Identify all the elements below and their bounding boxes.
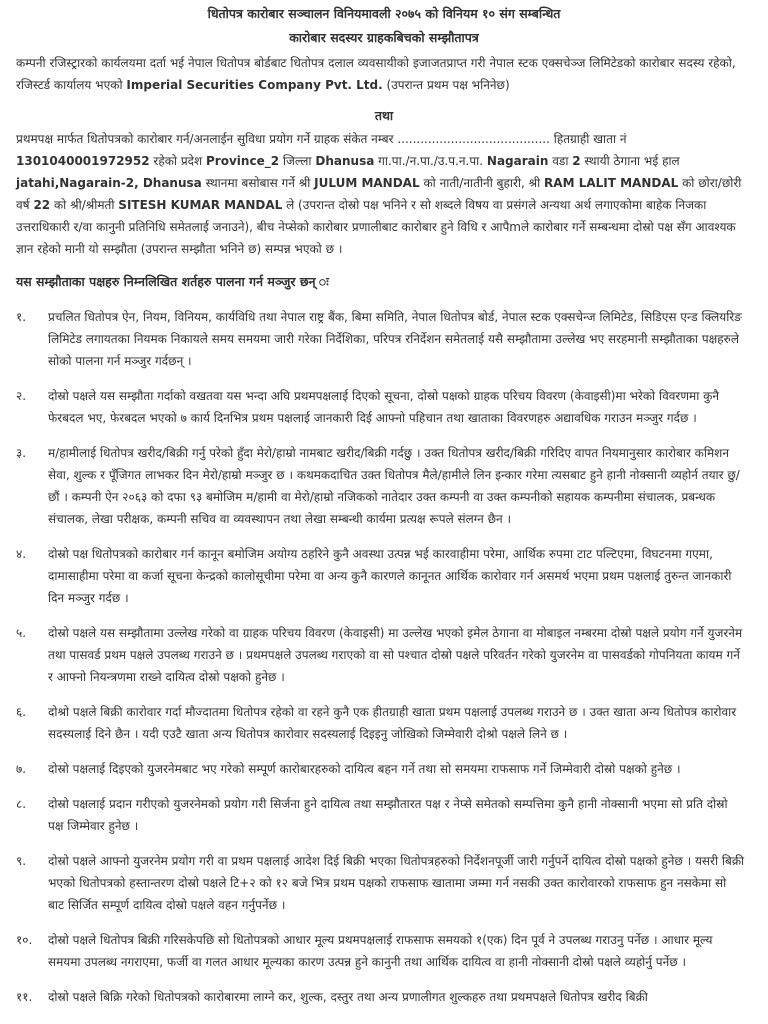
current-address: jatahi,Nagarain-2, Dhanusa [16, 176, 202, 190]
clause-text: दोश्रो पक्षले बिक्री कारोवार गर्दा मौज्दातमा धितोपत्र रहेको वा रहने कुनै एक हीतग्राही खाता प्रथम पक्षलाई उपलब्ध गराउने छ । उक्त खाता अन्य धितोपत्र कारोवार सदस्यलाई दिने छैन । यदी एउटै खाता अन्य धितोपत्र कारोवार सदस्यलाई दिइइनु जोखिको जिम्मेवारी दोश्रो पक्षले लिने छ । [48, 705, 737, 741]
second-party-text: ले (उपरान्त दोस्रो पक्ष भनिने र सो शब्दले विषय वा प्रसंगले अन्यथा अर्थ लगाएकोमा बाहेक निजका उत्तराधिकारी र/वा कानुनी प्रतिनिधि समेतलाई जनाउने), बीच नेप्सेको कारोबार प्रणालीबाट कारोबार हुने विधि र आपैmले कारोबार गर्ने सम्बन्धमा दोस्रो पक्ष सँग आवश्यक ज्ञान रहेको मानी यो सम्झौता (उपरान्त सम्झौता भनिने छ) सम्पन्न भएको छ । [16, 198, 736, 256]
beneficiary-account-number: 1301040001972952 [16, 154, 150, 168]
second-party-text: स्थायी ठेगाना भई हाल [580, 154, 680, 168]
clause-8 [16, 793, 752, 837]
municipality: Nagarain [486, 154, 549, 168]
document-subtitle: कारोबार सदस्यर ग्राहकबिचको सम्झौतापत्र [289, 30, 479, 45]
terms-heading: यस सम्झौताका पक्षहरु निम्नलिखित शर्तहरु पालना गर्न मञ्जुर छन् ः [16, 274, 329, 289]
second-party-text: स्थानमा बसोबास गर्ने श्री [201, 176, 315, 190]
clause-2 [16, 385, 752, 429]
province: Province_2 [206, 154, 280, 168]
clause-number: १. [16, 310, 27, 324]
clause-text: दोस्रो पक्षले यस सम्झौतामा उल्लेख गरेको वा ग्राहक परिचय विवरण (केवाइसी) मा उल्लेख भएको इमेल ठेगाना वा मोबाइल नम्बरमा दोस्रो पक्षले प्रयोग गर्ने युजरनेम तथा पासवर्ड प्रथम पक्षले उपलब्ध गराउने छ । प्रथमपक्षले उपलब्ध गराएको वा सो पश्चात दोस्रो पक्षले परिवर्तन गरेको युजरनेम वा पासवर्डको गोपनियता कायम गर्ने र आफ्नो नियन्त्रणमा राख्ने दायित्व दोस्रो पक्षको हुनेछ । [48, 626, 743, 684]
second-party-text: को श्री/श्रीमती [50, 198, 119, 212]
clause-1 [16, 306, 752, 372]
clause-text: म/हामीलाई धितोपत्र खरीद/बिक्री गर्नु परेको हुँदा मेरो/हाम्रो नामबाट खरीद/बिक्री गर्दछु । उक्त धितोपत्र खरीद/बिक्री गरिदिए वापत नियमानुसार कारोबार कमिशन सेवा, शुल्क र पूँजिगत लाभकर दिन मेरो/हाम्रो मञ्जुर छ । कथमकदाचित उक्त धितोपत्र मैले/हामीले लिन इन्कार गरेमा त्यसबाट हुने हानी नोक्सानी व्यहोर्न तयार छु/छौं । कम्पनी ऐन २०६३ को दफा ९३ बमोजिम म/हामी वा मेरो/हाम्रो नजिकको नातेदार उक्त कम्पनी वा उक्त कम्पनीको सहायक कम्पनीमा संचालक, प्रबन्धक संचालक, लेखा परीक्षक, कम्पनी सचिव वा व्यवस्थापन तथा लेखा सम्बन्धी कार्यमा प्रत्यक्ष रूपले संलग्न छैन । [48, 446, 740, 526]
clause-number: ७. [16, 762, 27, 776]
client-age: 22 [33, 198, 51, 212]
second-party-text: वडा [548, 154, 573, 168]
clause-text: दोस्रो पक्षले बिक्रि गरेको धितोपत्रको कारोबारमा लाग्ने कर, शुल्क, दस्तुर तथा अन्य प्रणालीगत शुल्कहरु तथा प्रथमपक्षले धितोपत्र खरीद बिक्री [48, 990, 648, 1004]
document-title: धितोपत्र कारोबार सञ्चालन विनियमावली २०७५ को विनियम १० संग सम्बन्धित [207, 6, 561, 21]
second-party-text: गा.पा./न.पा./उ.प.न.पा. [374, 154, 487, 168]
clause-text: दोस्रो पक्षले यस सम्झौता गर्दाको वखतवा यस भन्दा अघि प्रथमपक्षलाई दिएको सूचना, दोस्रो पक्षको ग्राहक परिचय विवरण (केवाइसी)मा भरेको विवरणमा कुनै फेरबदल भए, फेरबदल भएको ७ कार्य दिनभित्र प्रथम पक्षलाई जानकारी दिई आफ्नो पहिचान तथा खाताका विवरणहरु अद्यावधिक गराउन मञ्जुर गर्दछ । [48, 389, 719, 425]
clause-number: २. [16, 389, 27, 403]
clause-5 [16, 622, 752, 688]
second-party-text: को नाती/नातीनी बुहारी, श्री [419, 176, 545, 190]
clause-number: ३. [16, 446, 27, 460]
clause-4 [16, 543, 752, 609]
intro-text-1: कम्पनी रजिस्ट्रारको कार्यलयमा दर्ता भई नेपाल धितोपत्र बोर्डबाट धितोपत्र दलाल व्यवसायीको इजाजतप्राप्त गरी नेपाल स्टक एक्सचेञ्ज लिमिटेडको कारोबार सदस्य रहेको, रजिस्टर्ड कार्यालय भएको [16, 56, 736, 92]
clause-number: ५. [16, 626, 27, 640]
clause-number: ८. [16, 797, 27, 811]
clause-text: दोस्रो पक्षलाई दिइएको युजरनेमबाट भए गरेको सम्पूर्ण कारोबारहरुको दायित्व बहन गर्ने तथा सो समयमा राफसाफ गर्ने जिम्मेवारी दोस्रो पक्षको हुनेछ । [48, 762, 681, 776]
clause-number: १०. [16, 933, 33, 947]
clause-7 [16, 758, 752, 780]
client-name: SITESH KUMAR MANDAL [118, 198, 283, 212]
second-party-text: जिल्ला [279, 154, 316, 168]
second-party-intro [16, 128, 752, 260]
clause-text: दोस्रो पक्षले धितोपत्र बिक्री गरिसकेपछि सो धितोपत्रको आधार मूल्य प्रथमपक्षलाई राफसाफ समयको १(एक) दिन पूर्व ने उपलब्ध गराउनु पर्नेछ । आधार मूल्य समयमा उपलब्ध नगराएमा, फर्जी वा गलत आधार मूल्यका कारण उत्पन्न हुने कानुनी तथा आर्थिक दायित्व वा हानी नोक्सानी दोस्रो पक्षले व्यहोर्नु पर्नेछ । [48, 933, 713, 969]
ward-number: 2 [572, 154, 581, 168]
clause-text: दोस्रो पक्ष धितोपत्रको कारोबार गर्न कानून बमोजिम अयोग्य ठहरिने कुनै अवस्था उत्पन्न भई कारवाहीमा परेमा, आर्थिक रुपमा टाट पल्टिएमा, विघटनमा गएमा, दामासाहीमा परेमा वा कर्जा सूचना केन्द्रको कालोसूचीमा परेमा वा अन्य कुनै कारणले कानूनत आर्थिक कारोवार गर्न असमर्थ भएमा प्रथम पक्षलाई तुरुन्त जानकारी दिन मञ्जुर गर्दछ । [48, 547, 732, 605]
conjunction-heading: तथा [374, 108, 394, 123]
second-party-text: प्रथमपक्ष मार्फत धितोपत्रको कारोबार गर्न/अनलाईन सुविधा प्रयोग गर्ने ग्राहक संकेत नम्बर ........................................ हितग्राही खाता नं [16, 132, 627, 146]
district: Dhanusa [315, 154, 375, 168]
clause-number: ११. [16, 990, 33, 1004]
clause-number: ४. [16, 547, 27, 561]
clause-number: ९. [16, 854, 27, 868]
clause-3 [16, 442, 752, 530]
clause-6 [16, 701, 752, 745]
clause-text: दोस्रो पक्षलाई प्रदान गरीएको युजरनेमको प्रयोग गरी सिर्जना हुने दायित्व तथा सम्झौतारत पक्ष र नेप्से समेतको सम्पत्तिमा कुनै हानी नोक्सानी भएमा सो प्रति दोस्रो पक्ष जिम्मेवार हुनेछ । [48, 797, 728, 833]
clause-11 [16, 986, 752, 1008]
company-name: Imperial Securities Company Pvt. Ltd. [126, 78, 383, 92]
terms-list [16, 306, 752, 1008]
clause-9 [16, 850, 752, 916]
first-party-intro [16, 52, 752, 96]
clause-text: दोस्रो पक्षले आफ्नो युजरनेम प्रयोग गरी वा प्रथम पक्षलाई आदेश दिई बिक्री भएका धितोपत्रहरुको निर्देशनपूर्जी जारी गर्नुपर्ने दायित्व दोस्रो पक्षको हुनेछ । यसरी बिक्री भएको धितोपत्रको हस्तान्तरण दोस्रो पक्षले टि+२ को १२ बजे भित्र प्रथम पक्षको राफसाफ खातामा जम्मा गर्न नसकी उक्त कारोवारको राफसाफ हुन नसकेमा सो बाट सिर्जित सम्पूर्ण दायित्व दोस्रो पक्षले वहन गर्नुपर्नेछ । [48, 854, 745, 912]
second-party-text: रहेको प्रदेश [149, 154, 207, 168]
clause-number: ६. [16, 705, 27, 719]
grandfather-name: JULUM MANDAL [314, 176, 420, 190]
intro-text-2: (उपरान्त प्रथम पक्ष भनिनेछ) [382, 78, 510, 92]
clause-text: प्रचलित धितोपत्र ऐन, नियम, विनियम, कार्यविधि तथा नेपाल राष्ट्र बैंक, बिमा समिति, नेपाल धितोपत्र बोर्ड, नेपाल स्टक एक्सचेन्ज लिमिटेड, सिडिएस एन्ड क्लियरिङ लिमिटेड लगायतका नियमक निकायले समय समयमा जारी गरेका निर्देशिका, परिपत्र रनिर्देशन समेतलाई यसै सम्झौतामा उल्लेख भए सरहमानी सम्झौताका पक्षहरुले सोको पालना गर्न मञ्जुर गर्दछन् । [48, 310, 742, 368]
clause-10 [16, 929, 752, 973]
father-name: RAM LALIT MANDAL [544, 176, 679, 190]
second-party-text: को छोरा/छोरी वर्ष [16, 176, 742, 212]
